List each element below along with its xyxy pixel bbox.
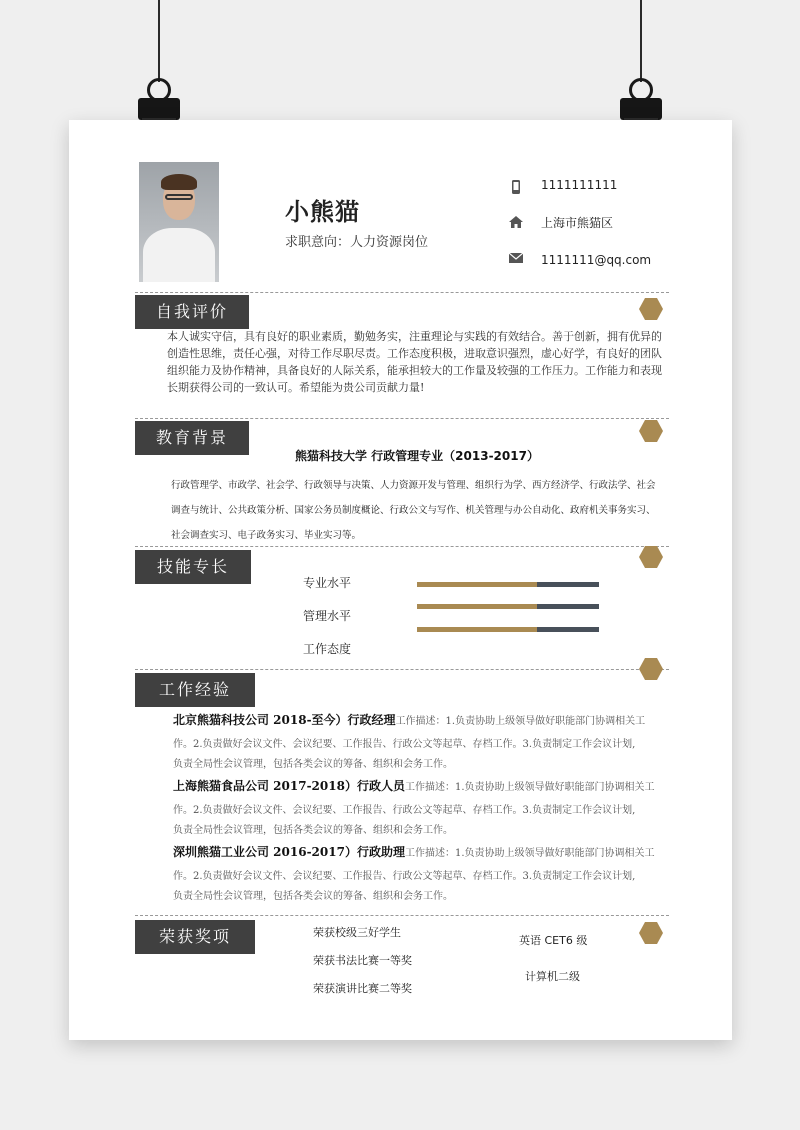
candidate-name: 小熊猫 <box>285 198 360 226</box>
job-entry <box>173 772 673 841</box>
mail-icon <box>509 252 523 266</box>
skill-label: 工作态度 <box>303 642 352 656</box>
section-divider <box>135 546 669 547</box>
job-desc: 负责全局性会议管理，包括各类会议的筹备、组织和会务工作。 <box>173 825 453 836</box>
resume-sheet <box>69 120 732 1040</box>
job-desc: 负责全局性会议管理，包括各类会议的筹备、组织和会务工作。 <box>173 759 453 770</box>
email: 1111111@qq.com <box>541 253 652 267</box>
hexagon-icon <box>639 420 663 442</box>
skill-label: 专业水平 <box>303 576 352 590</box>
education-school: 熊猫科技大学 行政管理专业（2013-2017） <box>295 449 539 463</box>
skill-bar <box>417 604 599 609</box>
hexagon-icon <box>639 546 663 568</box>
job-desc: 作。2.负责做好会议文件、会议纪要、工作报告、行政公文等起草、存档工作。3.负责制定工作会议计划, <box>173 805 636 816</box>
section-title-education: 教育背景 <box>135 421 249 455</box>
skill-bar <box>417 627 599 632</box>
job-head: 深圳熊猫工业公司 2016-2017）行政助理 <box>173 845 405 859</box>
profile-photo <box>139 162 219 282</box>
phone-icon <box>509 180 523 194</box>
hexagon-icon <box>639 658 663 680</box>
award-item: 荣获演讲比赛二等奖 <box>313 982 412 995</box>
award-item: 荣获校级三好学生 <box>313 926 401 939</box>
job-desc: 工作描述：1.负责协助上级领导做好职能部门协调相关工 <box>404 848 655 859</box>
award-item: 英语 CET6 级 <box>519 934 588 947</box>
award-item: 荣获书法比赛一等奖 <box>313 954 412 967</box>
home-icon <box>509 216 523 230</box>
hexagon-icon <box>639 922 663 944</box>
education-course-line: 社会调查实习、电子政务实习、毕业实习等。 <box>171 530 362 541</box>
section-divider <box>135 669 669 670</box>
section-title-skills: 技能专长 <box>135 550 251 584</box>
job-entry <box>173 706 673 775</box>
section-title-self-eval: 自我评价 <box>135 295 249 329</box>
job-desc: 负责全局性会议管理，包括各类会议的筹备、组织和会务工作。 <box>173 891 453 902</box>
job-desc: 作。2.负责做好会议文件、会议纪要、工作报告、行政公文等起草、存档工作。3.负责制定工作会议计划, <box>173 871 636 882</box>
hanging-wire-left <box>158 0 160 82</box>
section-title-awards: 荣获奖项 <box>135 920 255 954</box>
job-desc: 工作描述：1.负责协助上级领导做好职能部门协调相关工 <box>395 716 646 727</box>
section-divider <box>135 915 669 916</box>
job-desc: 工作描述：1.负责协助上级领导做好职能部门协调相关工 <box>404 782 655 793</box>
skill-label: 管理水平 <box>303 609 352 623</box>
job-head: 北京熊猫科技公司 2018-至今）行政经理 <box>173 713 396 727</box>
self-eval-text: 本人诚实守信，具有良好的职业素质，勤勉务实，注重理论与实践的有效结合。善于创新，拥有优异的创造性思维，责任心强，对待工作尽职尽责。工作态度积极，进取意识强烈，虚心好学，有良好的团队组织能力及协作精神，具备良好的人际关系，能承担较大的工作量及较强的工作压力。工作能力和表现长期获得公司的一致认可。希望能为贵公司贡献力量! <box>167 330 662 394</box>
section-divider <box>135 292 669 293</box>
award-item: 计算机二级 <box>525 970 580 983</box>
skill-bar <box>417 582 599 587</box>
job-head: 上海熊猫食品公司 2017-2018）行政人员 <box>173 779 405 793</box>
hanging-wire-right <box>640 0 642 82</box>
address: 上海市熊猫区 <box>541 216 614 230</box>
section-divider <box>135 418 669 419</box>
phone-number: 1111111111 <box>541 178 618 192</box>
education-course-line: 调查与统计、公共政策分析、国家公务员制度概论、行政公文与写作、机关管理与办公自动化、政府机关事务实习、 <box>171 505 656 516</box>
hexagon-icon <box>639 298 663 320</box>
section-title-work: 工作经验 <box>135 673 255 707</box>
job-desc: 作。2.负责做好会议文件、会议纪要、工作报告、行政公文等起草、存档工作。3.负责制定工作会议计划, <box>173 739 636 750</box>
job-entry <box>173 838 673 907</box>
job-intent: 求职意向：人力资源岗位 <box>285 235 429 250</box>
education-course-line: 行政管理学、市政学、社会学、行政领导与决策、人力资源开发与管理、组织行为学、西方经济学、行政法学、社会 <box>171 480 656 491</box>
